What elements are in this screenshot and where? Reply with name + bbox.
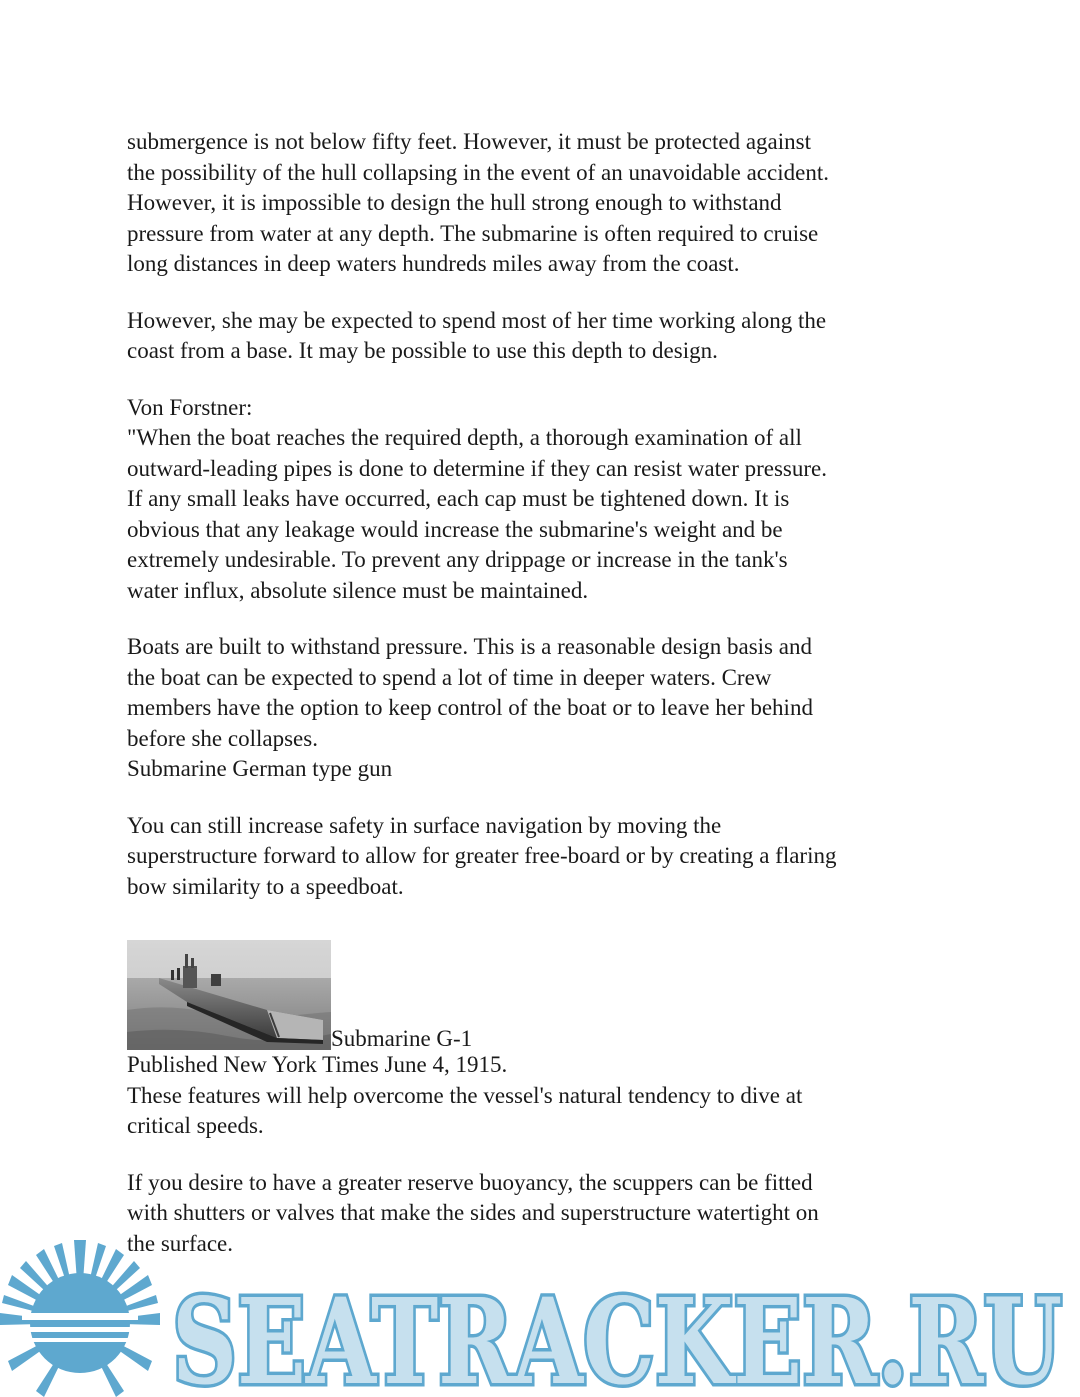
- text-line: However, it is impossible to design the hull strong enough to withstand: [127, 190, 782, 215]
- text-line: water influx, absolute silence must be maintained.: [127, 577, 589, 603]
- paragraph-coast-base: [127, 306, 957, 367]
- text-line: long distances in deep waters hundreds miles away from the coast.: [127, 251, 740, 276]
- text-line: pressure from water at any depth. The submarine is often required to cruise: [127, 220, 819, 246]
- text-line: coast from a base. It may be possible to use this depth to design.: [127, 338, 718, 363]
- text-line: extremely undesirable. To prevent any drippage or increase in the tank's: [127, 547, 788, 572]
- text-line: If any small leaks have occurred, each cap must be tightened down. It is: [127, 486, 790, 511]
- text-line: before she collapses.: [127, 725, 318, 751]
- text-line: Submarine German type gun: [127, 756, 393, 781]
- text-line: Von Forstner:: [127, 394, 253, 420]
- text-line: with shutters or valves that make the sides and superstructure watertight on: [127, 1200, 819, 1225]
- text-line: If you desire to have a greater reserve buoyancy, the scuppers can be fitted: [127, 1169, 813, 1195]
- paragraph-von-forstner-quote: [127, 393, 957, 607]
- seatracker-watermark: [0, 1235, 1080, 1397]
- sun-logo-icon: [0, 1240, 160, 1397]
- submarine-photo: [127, 940, 331, 1050]
- paragraph-hull-design: [127, 127, 957, 280]
- text-line: Published New York Times June 4, 1915.: [127, 1052, 508, 1077]
- text-line: obvious that any leakage would increase the submarine's weight and be: [127, 516, 783, 542]
- text-line: However, she may be expected to spend most of her time working along the: [127, 307, 827, 333]
- text-line: outward-leading pipes is done to determine if they can resist water pressure.: [127, 455, 827, 481]
- article-body: [127, 127, 957, 1285]
- text-line: the possibility of the hull collapsing in the event of an unavoidable accident.: [127, 159, 829, 185]
- watermark-text-fill: SEATRACKER.RU: [172, 1272, 1062, 1397]
- text-line: These features will help overcome the vessel's natural tendency to dive at: [127, 1082, 803, 1108]
- text-line: members have the option to keep control of the boat or to leave her behind: [127, 695, 813, 720]
- figure-submarine-g1: [127, 940, 957, 1050]
- text-line: the surface.: [127, 1230, 233, 1256]
- watermark-text: SEATRACKER.RU: [172, 1272, 1062, 1397]
- paragraph-surface-navigation: [127, 811, 957, 903]
- text-line: superstructure forward to allow for greater free-board or by creating a flaring: [127, 843, 837, 868]
- text-line: bow similarity to a speedboat.: [127, 873, 404, 899]
- text-line: Boats are built to withstand pressure. This is a reasonable design basis and: [127, 634, 812, 659]
- paragraph-pressure: [127, 632, 957, 785]
- text-line: submergence is not below fifty feet. However, it must be protected against: [127, 129, 811, 154]
- text-line: "When the boat reaches the required depth, a thorough examination of all: [127, 425, 802, 450]
- text-line: the boat can be expected to spend a lot of time in deeper waters. Crew: [127, 664, 772, 690]
- text-line: You can still increase safety in surface navigation by moving the: [127, 812, 722, 838]
- paragraph-publication: [127, 1050, 957, 1142]
- figure-caption: Submarine G-1: [331, 1026, 473, 1051]
- text-line: critical speeds.: [127, 1113, 264, 1138]
